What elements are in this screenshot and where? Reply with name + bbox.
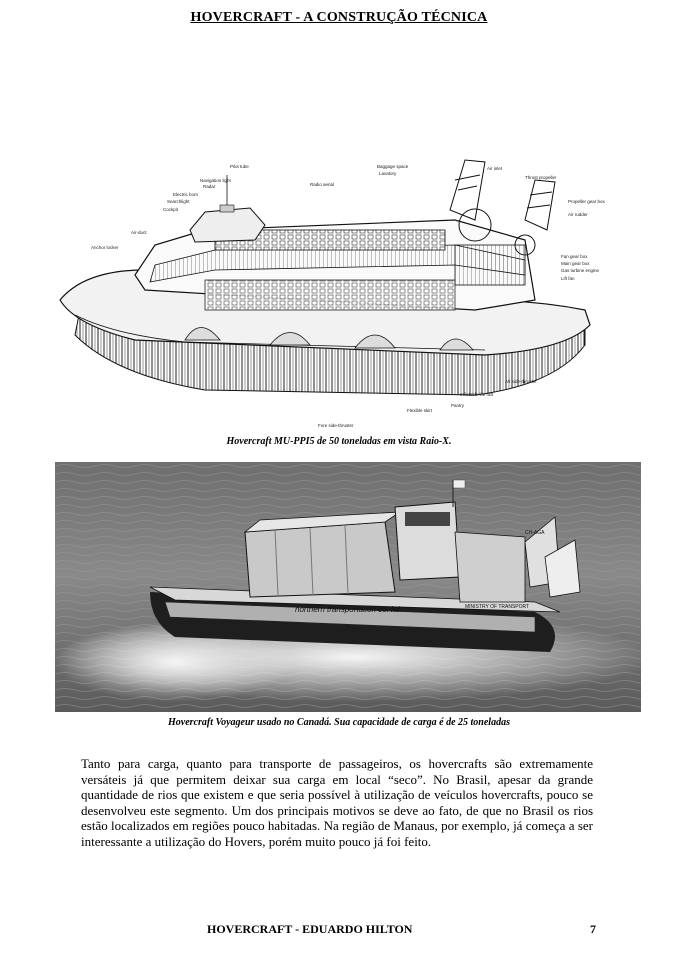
label-air-inlet: Air inlet <box>487 166 503 171</box>
label-flexible-skirt: Flexible skirt <box>407 408 433 413</box>
registration-text: CH-AGA <box>525 530 545 536</box>
hovercraft-cutaway-illustration <box>55 150 610 435</box>
label-propeller-gear-box: Propeller gear box <box>568 199 605 204</box>
label-aft-side-thruster: Aft side-thruster <box>505 379 537 384</box>
label-baggage-space: Baggage space <box>377 164 409 169</box>
label-cockpit: Cockpit <box>163 207 179 212</box>
page-number: 7 <box>590 922 596 936</box>
label-inflatable-life-raft: Inflatable life raft <box>460 392 494 397</box>
label-searchlight: Searchlight <box>167 199 190 204</box>
body-paragraph: Tanto para carga, quanto para transporte de passageiros, os hovercrafts são extremamente versáteis já que permitem deixar sua carga em local “seco”. No Brasil, apesar da grande quantidade de rios que existem e que seria possível à utilização de veículos hovercrafts, pouco se desenvolveu este segmento. Um dos principais motivos se deve ao fato, de que no Brasil os rios estão localizados em regiões pouco habitadas. Na região de Manaus, por exemplo, já começa a ser interessante a utilização do Hovers, porém muito pouco já foi feito. <box>81 756 593 849</box>
label-pantry: Pantry <box>451 403 465 408</box>
label-air-rudder: Air rudder <box>568 212 588 217</box>
hovercraft-voyageur-photo <box>55 462 641 712</box>
hull-ministry-text: MINISTRY OF TRANSPORT <box>465 604 530 610</box>
label-radio-aerial: Radio aerial <box>310 182 335 187</box>
label-navigation-light: Navigation light <box>200 178 231 183</box>
figure-caption-2: Hovercraft Voyageur usado no Canadá. Sua capacidade de carga é de 25 toneladas <box>168 717 510 728</box>
footer-text: HOVERCRAFT - EDUARDO HILTON <box>207 922 413 936</box>
label-radar: Radar <box>203 184 216 189</box>
label-lift-fan: Lift fan <box>561 276 575 281</box>
label-pilot-tube: Pilot tube <box>230 164 249 169</box>
label-gas-turbine-engine: Gas turbine engine <box>561 268 600 273</box>
hull-company-text: northern transportation co. ltd. <box>295 605 402 614</box>
figure-caption-1: Hovercraft MU-PPI5 de 50 toneladas em vista Raio-X. <box>226 436 452 447</box>
label-fan-gear-box: Fan gear box <box>561 254 588 259</box>
page-title: HOVERCRAFT - A CONSTRUÇÃO TÉCNICA <box>190 10 488 25</box>
label-anchor-locker: Anchor locker <box>91 245 119 250</box>
label-electric-horn: Electric horn <box>173 192 199 197</box>
label-fore-side-thruster: Fore side-thruster <box>318 423 354 428</box>
label-main-gear-box: Main gear box <box>561 261 590 266</box>
label-lavatory: Lavatory <box>379 171 397 176</box>
label-air-duct: Air-duct <box>131 230 147 235</box>
label-thrust-propeller: Thrust propeller <box>525 175 557 180</box>
